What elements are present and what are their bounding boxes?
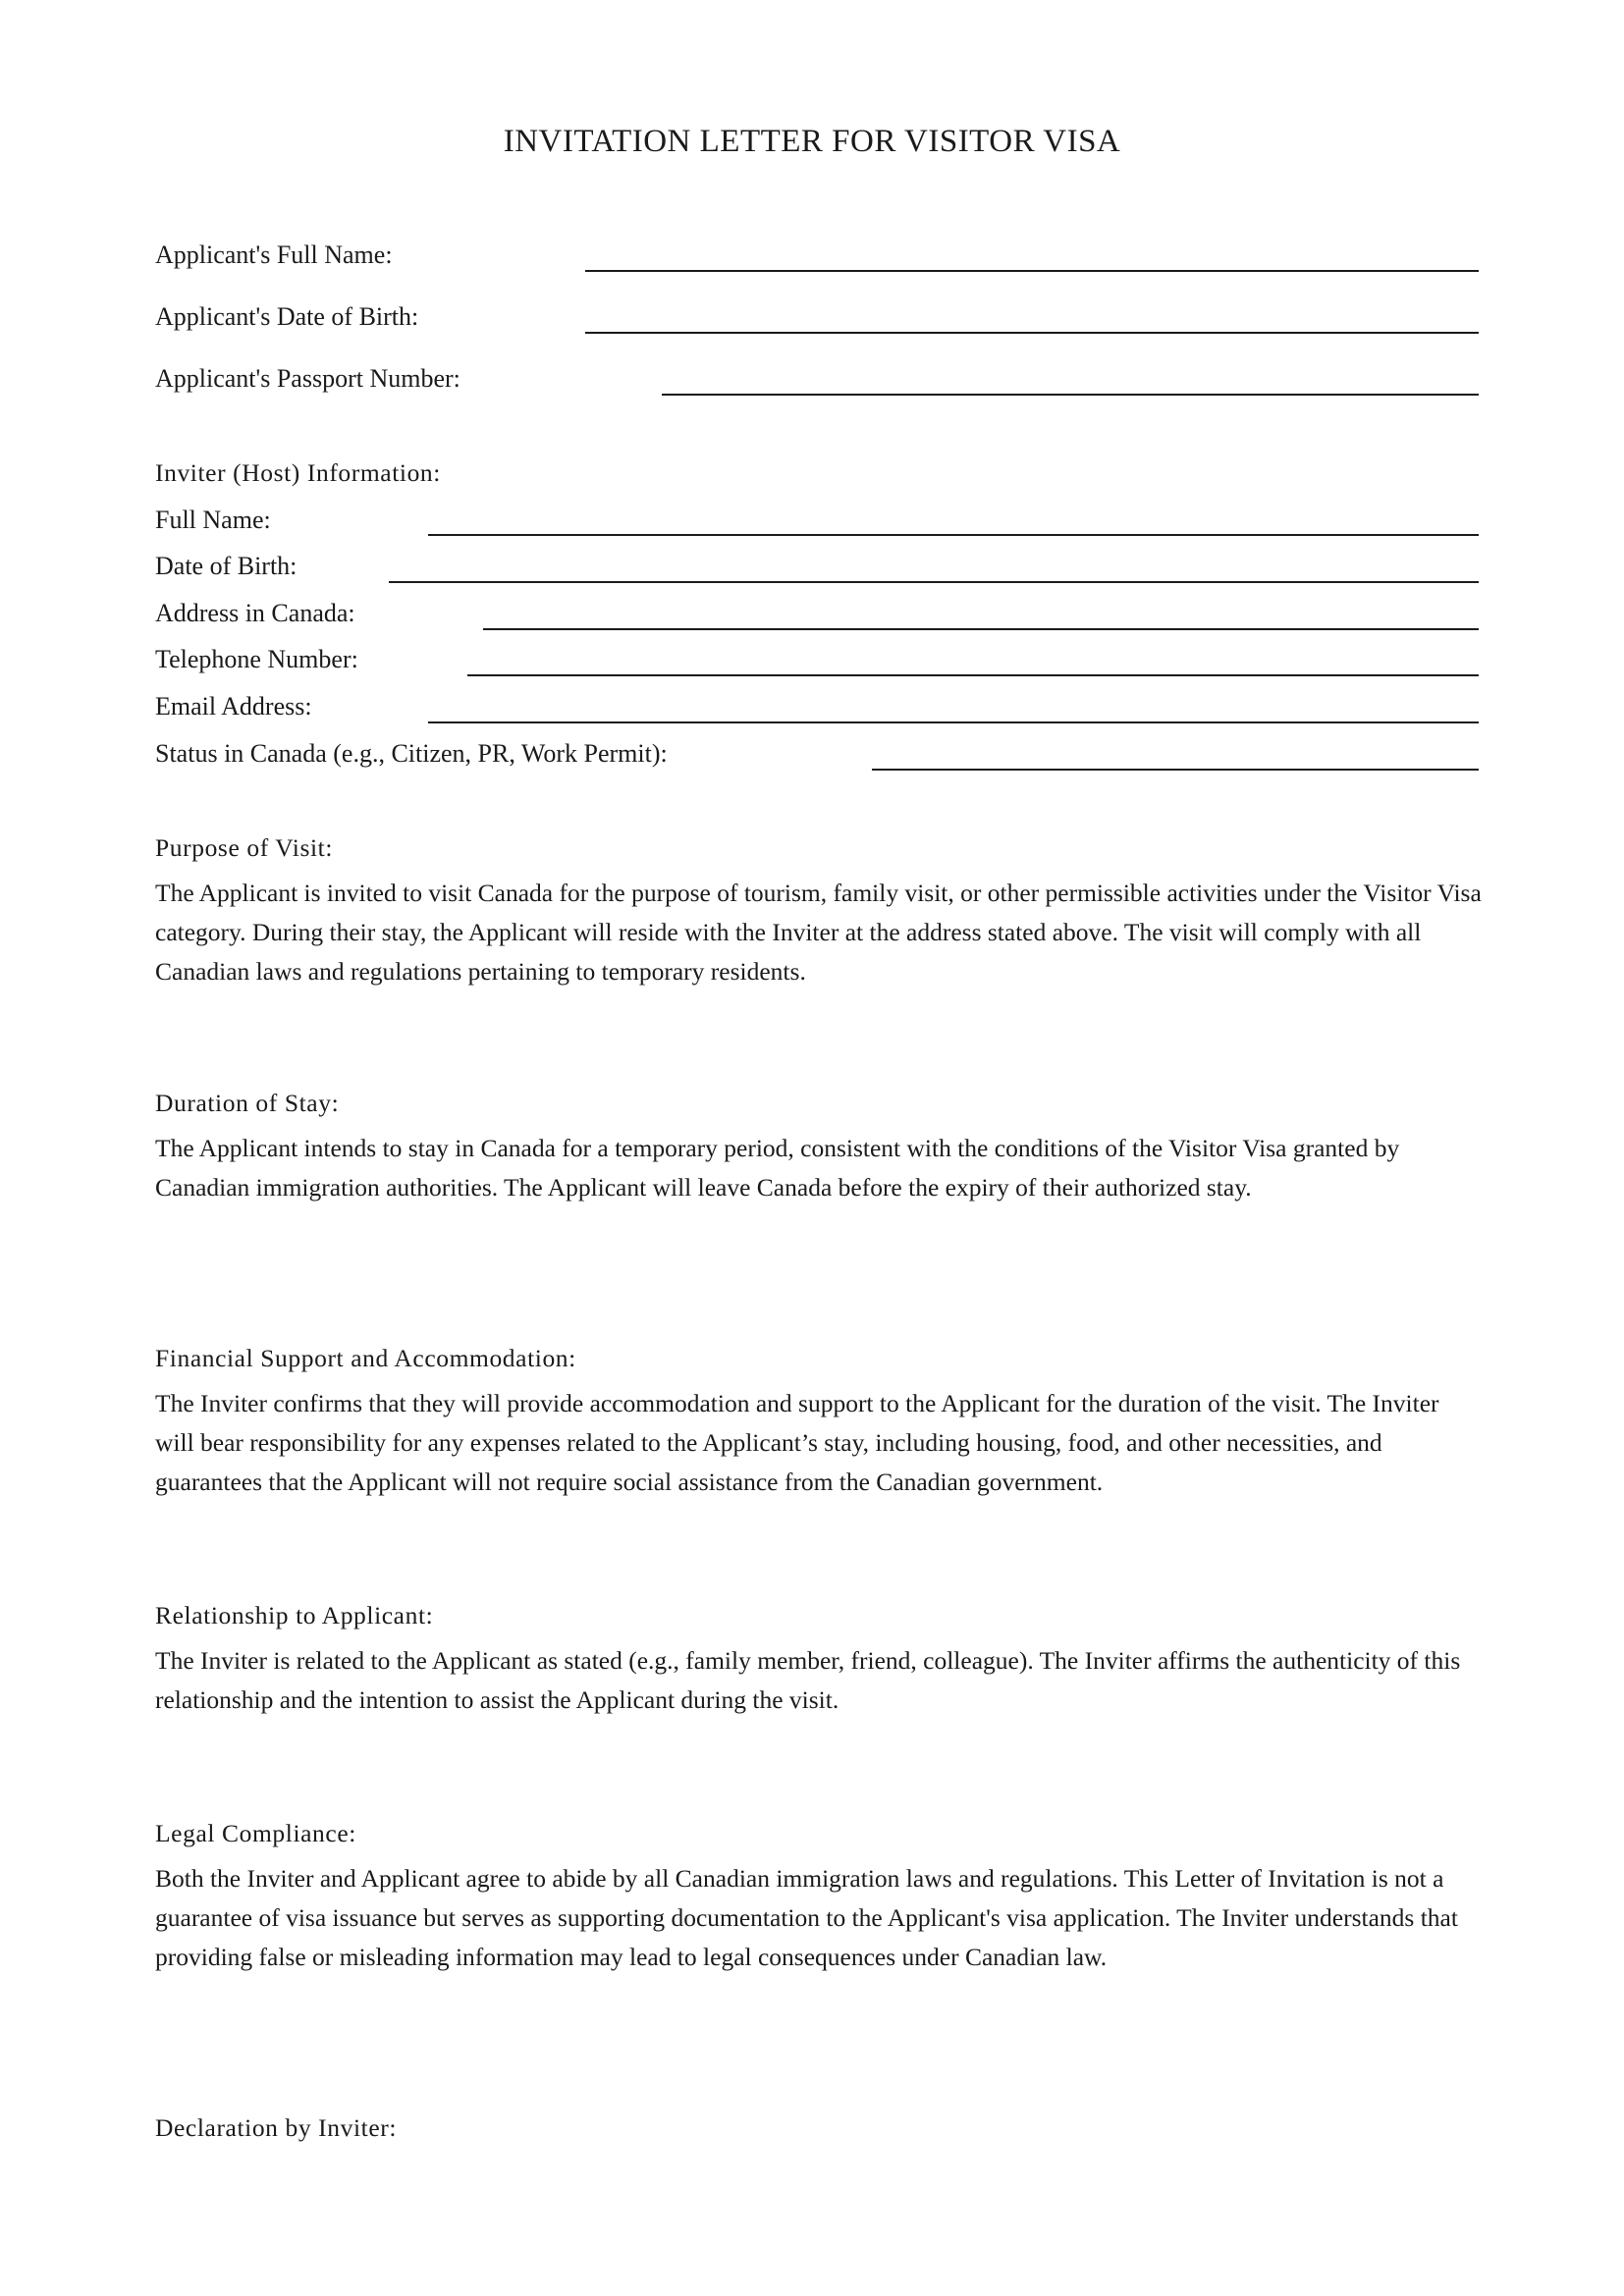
relationship-heading: Relationship to Applicant: xyxy=(155,1601,434,1629)
inviter-email-field[interactable] xyxy=(428,721,1479,723)
relationship-body: The Inviter is related to the Applicant as stated (e.g., family member, friend, colleague). The Inviter affirms the authenticity of this relationship and the intention to assist the Applicant during the visit. xyxy=(155,1646,1461,1714)
document-title: INVITATION LETTER FOR VISITOR VISA xyxy=(503,124,1121,159)
inviter-status-field[interactable] xyxy=(872,769,1479,771)
purpose-body: The Applicant is invited to visit Canada for the purpose of tourism, family visit, or other permissible activities under the Visitor Visa category. During their stay, the Applicant will reside with the Inviter at the address stated above. The visit will comply with all Canadian laws and regulations pertaining to temporary residents. xyxy=(155,879,1482,986)
inviter-full-name-field[interactable] xyxy=(428,534,1479,536)
applicant-dob-label: Applicant's Date of Birth: xyxy=(155,302,419,331)
inviter-phone-field[interactable] xyxy=(467,674,1479,676)
applicant-passport-field[interactable] xyxy=(662,394,1479,396)
inviter-phone-label: Telephone Number: xyxy=(155,645,358,673)
legal-heading: Legal Compliance: xyxy=(155,1819,356,1847)
duration-body: The Applicant intends to stay in Canada for a temporary period, consistent with the conditions of the Visitor Visa granted by Canadian immigration authorities. The Applicant will leave Canada before the expiry of their authorized stay. xyxy=(155,1134,1400,1201)
inviter-dob-label: Date of Birth: xyxy=(155,552,298,580)
applicant-passport-label: Applicant's Passport Number: xyxy=(155,364,460,393)
inviter-info-heading: Inviter (Host) Information: xyxy=(155,458,441,487)
inviter-full-name-label: Full Name: xyxy=(155,506,271,534)
applicant-dob-field[interactable] xyxy=(585,332,1479,334)
inviter-address-label: Address in Canada: xyxy=(155,599,355,627)
applicant-full-name-field[interactable] xyxy=(585,270,1479,272)
legal-body: Both the Inviter and Applicant agree to abide by all Canadian immigration laws and regulations. This Letter of Invitation is not a guarantee of visa issuance but serves as supporting documentation to the Applicant's visa application. The Inviter understands that providing false or misleading information may lead to legal consequences under Canadian law. xyxy=(155,1864,1458,1971)
financial-body: The Inviter confirms that they will provide accommodation and support to the Applicant for the duration of the visit. The Inviter will bear responsibility for any expenses related to the Applicant’s stay, including housing, food, and other necessities, and guarantees that the Applicant will not require social assistance from the Canadian government. xyxy=(155,1389,1439,1496)
inviter-address-field[interactable] xyxy=(483,628,1479,630)
financial-heading: Financial Support and Accommodation: xyxy=(155,1344,576,1372)
inviter-email-label: Email Address: xyxy=(155,692,312,721)
applicant-full-name-label: Applicant's Full Name: xyxy=(155,240,393,269)
purpose-heading: Purpose of Visit: xyxy=(155,833,334,862)
declaration-heading: Declaration by Inviter: xyxy=(155,2113,398,2142)
inviter-status-label: Status in Canada (e.g., Citizen, PR, Work Permit): xyxy=(155,739,668,768)
inviter-dob-field[interactable] xyxy=(389,581,1479,583)
duration-heading: Duration of Stay: xyxy=(155,1089,340,1117)
